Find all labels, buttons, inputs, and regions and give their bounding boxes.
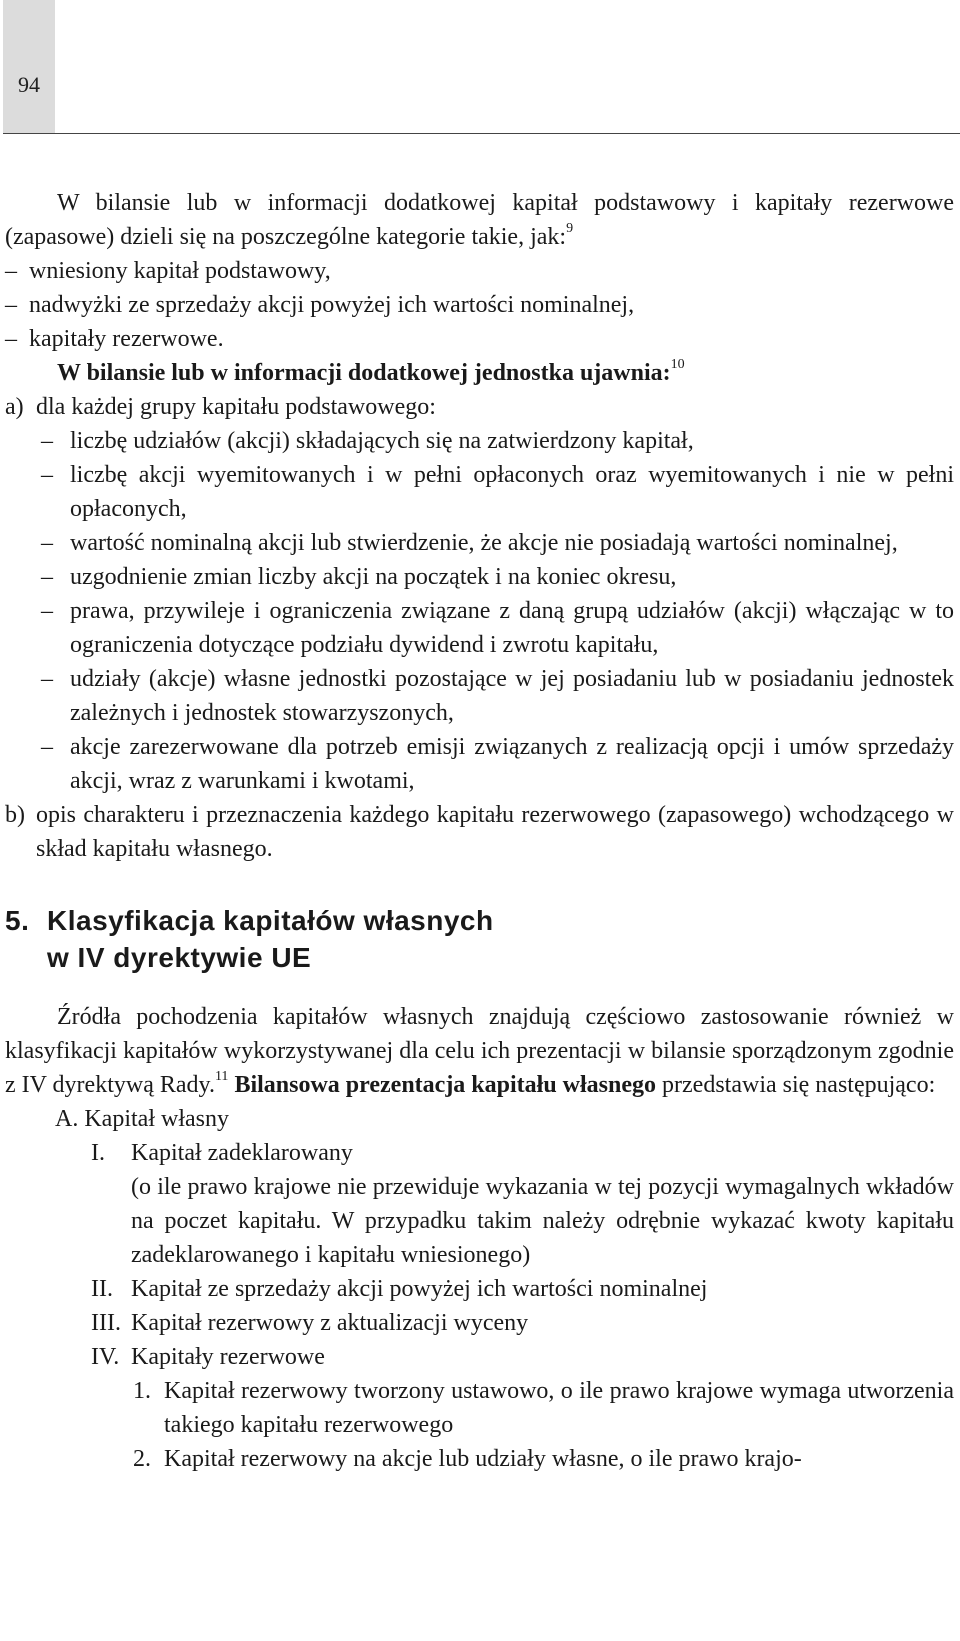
footnote-ref-9: 9 xyxy=(566,221,574,236)
list-item-arabic: 2. Kapitał rezerwowy na akcje lub udziały własne, o ile prawo krajo- xyxy=(133,1446,802,1472)
disclosure-subitem: – udziały (akcje) własne jednostki pozostające w jej posiadaniu lub w posiadaniu jednostek zależnych i jednostek stowarzyszonych, xyxy=(41,666,954,726)
list-item-roman: II. Kapitał ze sprzedaży akcji powyżej ich wartości nominalnej xyxy=(91,1276,708,1302)
category-item: – kapitały rezerwowe. xyxy=(5,326,224,352)
list-item-roman: I. Kapitał zadeklarowany xyxy=(91,1140,353,1166)
section-title-line1: Klasyfikacja kapitałów własnych xyxy=(47,905,494,936)
disclosure-subitem: – akcje zarezerwowane dla potrzeb emisji związanych z realizacją opcji i umów sprzedaży akcji, wraz z warunkami i kwotami, xyxy=(41,734,954,794)
category-item: – nadwyżki ze sprzedaży akcji powyżej ich wartości nominalnej, xyxy=(5,292,635,318)
list-item-a: A. Kapitał własny xyxy=(55,1106,229,1132)
disclosure-subitem: – wartość nominalną akcji lub stwierdzenie, że akcje nie posiadają wartości nominalnej, xyxy=(41,530,898,556)
page-number: 94 xyxy=(18,72,40,97)
footnote-ref-11: 11 xyxy=(214,1069,229,1084)
section-title-line2: w IV dyrektywie UE xyxy=(47,942,312,973)
disclosure-item-a: a) dla każdej grupy kapitału podstawowego: xyxy=(5,394,436,420)
intro-paragraph xyxy=(5,186,954,254)
disclosure-heading: W bilansie lub w informacji dodatkowej jednostka ujawnia:$^{10}$ xyxy=(57,357,685,386)
intro-text: W bilansie lub w informacji dodatkowej kapitał podstawowy i kapitały rezerwowe (zapasowe) dzieli się na poszczególne kategorie takie, jak: xyxy=(5,190,954,250)
list-item-arabic: 1. Kapitał rezerwowy tworzony ustawowo, o ile prawo krajowe wymaga utworzenia takiego kapitału rezerwowego xyxy=(133,1378,954,1438)
disclosure-subitem: – liczbę akcji wyemitowanych i w pełni opłaconych oraz wyemitowanych i nie w pełni opłaconych, xyxy=(41,462,954,522)
section-heading xyxy=(5,902,954,976)
page-number-tab xyxy=(3,0,55,133)
disclosure-subitem: – uzgodnienie zmian liczby akcji na początek i na koniec okresu, xyxy=(41,564,677,590)
list-item-description: (o ile prawo krajowe nie przewiduje wykazania w tej pozycji wymagalnych wkładów na poczet kapitału. W przypadku takim należy odrębnie wykazać kwoty kapitału zadeklarowanego i kapitału wniesionego) xyxy=(131,1174,954,1268)
section-number: 5. xyxy=(5,905,30,936)
disclosure-subitem: – liczbę udziałów (akcji) składających się na zatwierdzony kapitał, xyxy=(41,428,694,454)
list-item-roman: III. Kapitał rezerwowy z aktualizacji wyceny xyxy=(91,1310,529,1336)
footnote-ref-10: 10 xyxy=(670,357,685,372)
category-item: – wniesiony kapitał podstawowy, xyxy=(5,258,331,284)
disclosure-item-b: b) opis charakteru i przeznaczenia każdego kapitału rezerwowego (zapasowego) wchodzącego w skład kapitału własnego. xyxy=(5,802,954,862)
header-rule xyxy=(3,133,960,134)
disclosure-subitem: – prawa, przywileje i ograniczenia związane z daną grupą udziałów (akcji) włączając w to ograniczenia dotyczące podziału dywidend i zwrotu kapitału, xyxy=(41,598,954,658)
list-item-roman: IV. Kapitały rezerwowe xyxy=(91,1344,325,1370)
section5-paragraph: Źródła pochodzenia kapitałów własnych znajdują częściowo zastosowanie również w klasyfikacji kapitałów wykorzystywanej dla celu ich prezentacji w bilansie sporządzonym zgodnie z IV dyrektywą Rady.$^{11}$ Bilansowa prezentacja kapitału własnego przedstawia się następująco: xyxy=(5,1004,954,1098)
page-content xyxy=(5,186,954,1476)
